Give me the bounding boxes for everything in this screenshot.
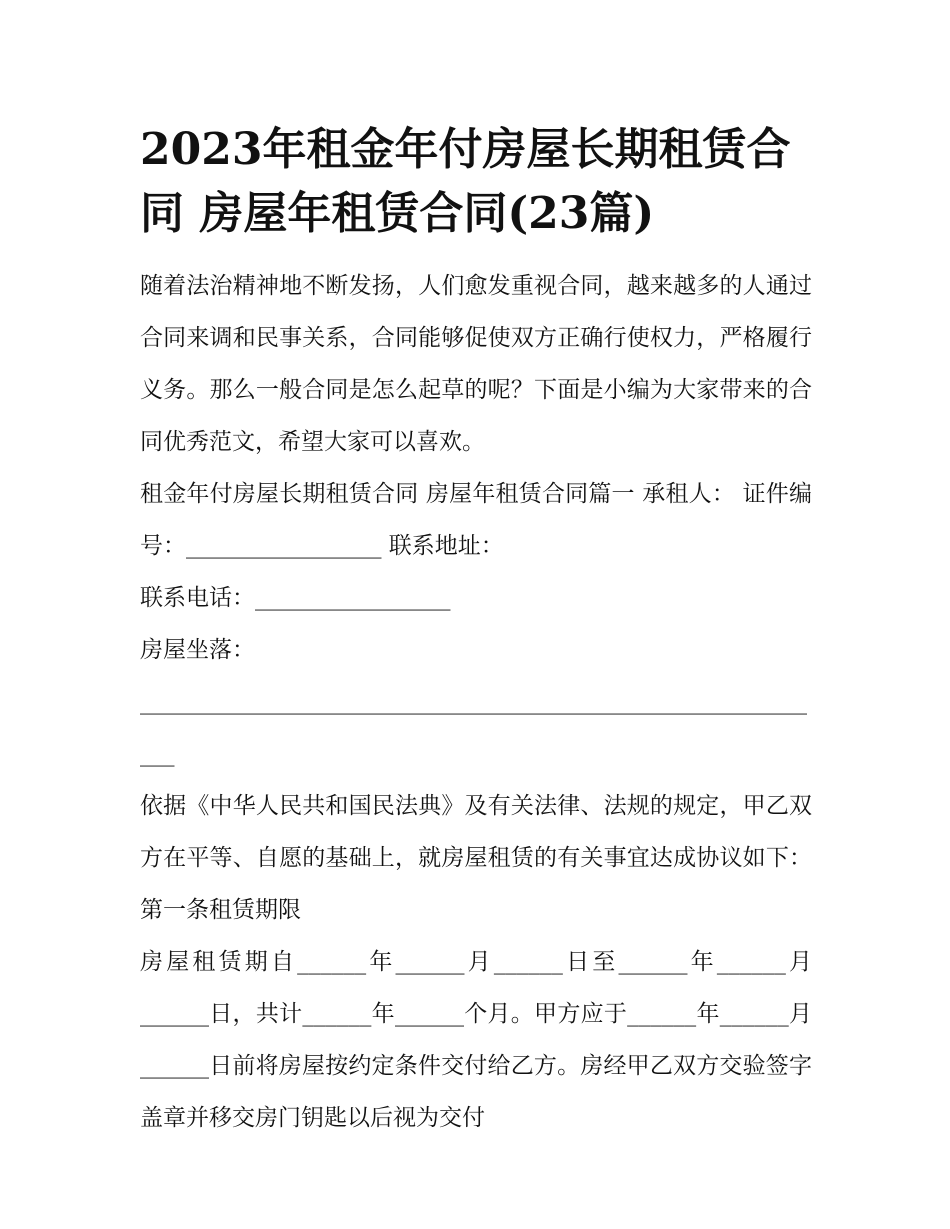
- legal-basis-paragraph: 依据《中华人民共和国民法典》及有关法律、法规的规定，甲乙双方在平等、自愿的基础上，就房屋租赁的有关事宜达成协议如下： 第一条租赁期限: [140, 793, 812, 923]
- house-location-label: 房屋坐落：: [140, 637, 255, 663]
- document-title: 2023年租金年付房屋长期租赁合同 房屋年租赁合同(23篇): [140, 124, 791, 239]
- intro-paragraph: 随着法治精神地不断发扬，人们愈发重视合同，越来越多的人通过合同来调和民事关系，合同能够促使双方正确行使权力，严格履行义务。那么一般合同是怎么起草的呢？下面是小编为大家带来的合同优秀范文，希望大家可以喜欢。: [140, 273, 812, 455]
- contact-phone-line: 联系电话：_________________: [140, 585, 451, 611]
- document-page: [140, 118, 812, 1144]
- house-location-blank: _____________________________________________________________: [140, 689, 807, 767]
- tenant-info-paragraph: 租金年付房屋长期租赁合同 房屋年租赁合同篇一 承租人： 证件编号：_________________ 联系地址：: [140, 481, 812, 559]
- lease-term-paragraph: 房屋租赁期自______年______月______日至______年______月______日，共计______年______个月。甲方应于______年______月______日前将房屋按约定条件交付给乙方。房经甲乙双方交验签字盖章并移交房门钥匙以后视为交付: [140, 949, 812, 1131]
- document-body: [140, 260, 812, 1144]
